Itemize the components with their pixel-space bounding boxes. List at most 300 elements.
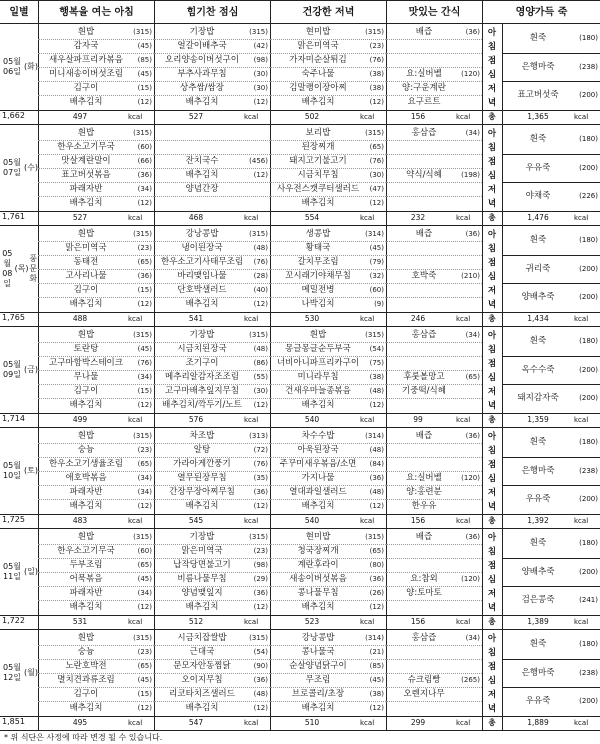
dinner-dish: 흰밥 bbox=[309, 330, 327, 340]
snack-dish: 요구르트 bbox=[407, 97, 441, 107]
lunch-dish-kcal: (12) bbox=[253, 603, 268, 611]
lunch-dish-kcal: (456) bbox=[249, 157, 268, 165]
breakfast-dish: 고구마함박스테이크 bbox=[49, 358, 123, 368]
meal-period-label: 녁 bbox=[487, 603, 497, 613]
porridge-kcal: (180) bbox=[579, 236, 598, 244]
kcal-unit: kcal bbox=[244, 113, 259, 121]
breakfast-dish-kcal: (45) bbox=[137, 345, 152, 353]
breakfast-dish-kcal: (12) bbox=[137, 401, 152, 409]
lunch-dish: 조기구이 bbox=[185, 358, 219, 368]
snack-dish: 양:토마토 bbox=[406, 588, 442, 598]
lunch-dish-kcal: (42) bbox=[253, 42, 268, 50]
porridge-name: 옥수수죽 bbox=[521, 364, 555, 375]
breakfast-dish-kcal: (34) bbox=[137, 373, 152, 381]
breakfast-dish: 파래자반 bbox=[69, 588, 103, 598]
lunch-dish: 배추김치/깍두기/노트 bbox=[162, 400, 242, 410]
dinner-dish-kcal: (48) bbox=[369, 387, 384, 395]
breakfast-dish: 배추김치 bbox=[69, 501, 103, 511]
breakfast-dish-kcal: (12) bbox=[137, 98, 152, 106]
dinner-dish-kcal: (315) bbox=[365, 331, 384, 339]
breakfast-dish-kcal: (45) bbox=[137, 70, 152, 78]
breakfast-dish: 감자국 bbox=[73, 41, 99, 51]
meal-period-label: 저 bbox=[487, 488, 497, 498]
day-total-kcal: 1,714 bbox=[2, 414, 25, 423]
breakfast-dish-kcal: (65) bbox=[137, 662, 152, 670]
kcal-unit: kcal bbox=[574, 517, 589, 525]
lunch-dish: 양념맺잎지 bbox=[181, 588, 223, 598]
breakfast-dish-kcal: (15) bbox=[137, 690, 152, 698]
porridge-total-kcal: 1,476 bbox=[527, 213, 549, 222]
breakfast-dish: 새우살파프리카볶음 bbox=[49, 55, 123, 65]
breakfast-dish: 노란호박전 bbox=[65, 661, 107, 671]
snack-dish bbox=[388, 197, 460, 209]
lunch-dish: 냉이된장국 bbox=[181, 243, 223, 253]
snack-dish-kcal: (65) bbox=[465, 373, 480, 381]
breakfast-dish: 배추김치 bbox=[69, 97, 103, 107]
breakfast-dish-kcal: (23) bbox=[137, 244, 152, 252]
porridge-name: 은행마죽 bbox=[521, 667, 555, 678]
kcal-unit: kcal bbox=[128, 517, 143, 525]
lunch-dish: 잔치국수 bbox=[185, 156, 219, 166]
dinner-dish-kcal: (36) bbox=[369, 575, 384, 583]
snack-total-kcal: 246 bbox=[410, 314, 426, 323]
lunch-dish: 시금치잡쌀밥 bbox=[177, 633, 227, 643]
meal-period-label: 아 bbox=[487, 331, 497, 341]
lunch-total-kcal: 527 bbox=[188, 112, 204, 121]
porridge-divider bbox=[502, 558, 600, 559]
dinner-dish: 김말랭이장아찌 bbox=[289, 83, 347, 93]
meal-period-label: 저 bbox=[487, 589, 497, 599]
snack-dish-kcal: (210) bbox=[461, 272, 480, 280]
dinner-dish: 배추김치 bbox=[301, 97, 335, 107]
kcal-unit: kcal bbox=[360, 416, 375, 424]
dinner-dish-kcal: (38) bbox=[369, 70, 384, 78]
breakfast-dish: 맛살계란말이 bbox=[61, 156, 111, 166]
snack-dish: 오렌지나무 bbox=[403, 689, 445, 699]
breakfast-total-kcal: 499 bbox=[72, 415, 88, 424]
lunch-total-kcal: 541 bbox=[188, 314, 204, 323]
kcal-unit: kcal bbox=[244, 719, 259, 727]
snack-dish: 배즙 bbox=[415, 27, 433, 37]
day-total-kcal: 1,851 bbox=[2, 717, 25, 726]
breakfast-total-kcal: 495 bbox=[72, 718, 88, 727]
lunch-dish-kcal: (40) bbox=[253, 286, 268, 294]
porridge-kcal: (200) bbox=[579, 163, 598, 172]
lunch-dish: 얼갈이배추국 bbox=[177, 41, 227, 51]
lunch-dish: 알탕 bbox=[193, 445, 211, 455]
meal-period-label: 녁 bbox=[487, 98, 497, 108]
dinner-dish: 숙주나물 bbox=[301, 69, 335, 79]
porridge-kcal: (200) bbox=[579, 567, 598, 576]
lunch-dish-kcal: (54) bbox=[253, 648, 268, 656]
day-block bbox=[0, 630, 600, 731]
breakfast-dish: 흰밥 bbox=[77, 633, 95, 643]
kcal-unit: kcal bbox=[128, 618, 143, 626]
lunch-dish-kcal: (98) bbox=[253, 561, 268, 569]
dinner-dish-kcal: (65) bbox=[369, 547, 384, 555]
dinner-dish-kcal: (76) bbox=[369, 56, 384, 64]
breakfast-dish-kcal: (12) bbox=[137, 502, 152, 510]
porridge-total-kcal: 1,359 bbox=[527, 415, 549, 424]
snack-total-kcal: 156 bbox=[410, 617, 426, 626]
porridge-kcal: (200) bbox=[579, 394, 598, 403]
meal-period-label: 점 bbox=[487, 359, 497, 369]
porridge-divider bbox=[502, 659, 600, 660]
breakfast-dish-kcal: (66) bbox=[137, 157, 152, 165]
meal-period-label: 저 bbox=[487, 387, 497, 397]
dinner-dish-kcal: (45) bbox=[369, 244, 384, 252]
dinner-dish: 된장찌개 bbox=[301, 142, 335, 152]
dinner-dish-kcal: (75) bbox=[369, 359, 384, 367]
meal-period-label: 침 bbox=[487, 42, 497, 52]
porridge-divider bbox=[502, 384, 600, 385]
lunch-dish-kcal: (313) bbox=[249, 432, 268, 440]
breakfast-dish: 두부조림 bbox=[69, 560, 103, 570]
lunch-dish: 상추쌈/쌈장 bbox=[180, 83, 224, 93]
breakfast-dish: 애호박볶음 bbox=[65, 473, 107, 483]
breakfast-dish: 동태전 bbox=[73, 257, 99, 267]
meal-period-label: 저 bbox=[487, 185, 497, 195]
breakfast-dish-kcal: (36) bbox=[137, 272, 152, 280]
dinner-dish-kcal: (38) bbox=[369, 373, 384, 381]
kcal-unit: kcal bbox=[456, 416, 471, 424]
snack-total-kcal: 156 bbox=[410, 112, 426, 121]
dinner-dish-kcal: (47) bbox=[369, 185, 384, 193]
lunch-dish-kcal: (35) bbox=[253, 474, 268, 482]
snack-dish: 후룻볼망고 bbox=[403, 372, 445, 382]
dinner-dish: 메밀전병 bbox=[301, 285, 335, 295]
porridge-name: 우유죽 bbox=[525, 696, 551, 707]
dinner-total-kcal: 510 bbox=[304, 718, 320, 727]
porridge-name: 흰죽 bbox=[529, 235, 547, 245]
breakfast-dish: 토란탕 bbox=[73, 344, 99, 354]
breakfast-dish-kcal: (23) bbox=[137, 446, 152, 454]
snack-dish: 홍삼즙 bbox=[411, 128, 437, 138]
kcal-unit: kcal bbox=[456, 315, 471, 323]
kcal-unit: kcal bbox=[128, 315, 143, 323]
snack-dish-kcal: (36) bbox=[465, 533, 480, 541]
porridge-kcal: (180) bbox=[579, 135, 598, 143]
porridge-divider bbox=[502, 687, 600, 688]
lunch-dish: 오리양송이버섯구이 bbox=[165, 55, 239, 65]
lunch-dish: 간장무장아찌무침 bbox=[169, 487, 235, 497]
snack-dish-kcal: (265) bbox=[461, 676, 480, 684]
porridge-divider bbox=[502, 283, 600, 284]
lunch-dish-kcal: (12) bbox=[253, 171, 268, 179]
porridge-divider bbox=[502, 356, 600, 357]
snack-dish: 배즙 bbox=[415, 229, 433, 239]
dinner-dish-kcal: (314) bbox=[365, 432, 384, 440]
meal-period-label: 심 bbox=[487, 474, 497, 484]
snack-dish bbox=[388, 183, 460, 195]
snack-dish bbox=[388, 702, 460, 714]
lunch-dish: 문모자안동찜닭 bbox=[173, 661, 231, 671]
lunch-dish-kcal: (315) bbox=[249, 230, 268, 238]
dinner-dish-kcal: (12) bbox=[369, 199, 384, 207]
porridge-name: 은행마죽 bbox=[521, 465, 555, 476]
lunch-dish: 열무된장무침 bbox=[177, 473, 227, 483]
meal-period-label: 심 bbox=[487, 373, 497, 383]
lunch-dish: 강낭콩밥 bbox=[185, 229, 219, 239]
porridge-name: 흰죽 bbox=[529, 639, 547, 649]
date-label: 05월08일 bbox=[2, 249, 13, 288]
day-date bbox=[0, 226, 38, 312]
snack-dish bbox=[388, 559, 460, 571]
date-label: 05월06일 bbox=[3, 57, 21, 76]
breakfast-dish-kcal: (315) bbox=[133, 331, 152, 339]
dinner-dish-kcal: (314) bbox=[365, 634, 384, 642]
dinner-dish-kcal: (26) bbox=[369, 589, 384, 597]
porridge-name: 우유죽 bbox=[525, 494, 551, 505]
lunch-total-kcal: 545 bbox=[188, 516, 204, 525]
lunch-dish: 오이지무침 bbox=[181, 675, 223, 685]
porridge-divider bbox=[502, 586, 600, 587]
breakfast-dish: 숭늉 bbox=[77, 647, 95, 657]
meal-period-label: 점 bbox=[487, 561, 497, 571]
porridge-kcal: (200) bbox=[579, 365, 598, 374]
meal-period-label: 점 bbox=[487, 662, 497, 672]
snack-total-kcal: 299 bbox=[410, 718, 426, 727]
lunch-dish: 메추리알감자조조림 bbox=[165, 372, 239, 382]
dinner-dish: 미니라무침 bbox=[297, 372, 339, 382]
breakfast-dish: 흰밥 bbox=[77, 27, 95, 37]
total-label: 총 bbox=[488, 617, 496, 626]
meal-period-label: 심 bbox=[487, 70, 497, 80]
dinner-dish: 배추김치 bbox=[301, 501, 335, 511]
breakfast-dish: 파래자반 bbox=[69, 184, 103, 194]
date-label: 05월11일 bbox=[3, 562, 21, 581]
meal-period-label: 침 bbox=[487, 244, 497, 254]
kcal-unit: kcal bbox=[574, 214, 589, 222]
snack-dish-kcal: (36) bbox=[465, 230, 480, 238]
dinner-dish-kcal: (12) bbox=[369, 98, 384, 106]
lunch-dish: 납작당면불고기 bbox=[173, 560, 231, 570]
dinner-dish-kcal: (85) bbox=[369, 662, 384, 670]
dinner-dish-kcal: (21) bbox=[369, 648, 384, 656]
snack-dish bbox=[388, 256, 460, 268]
dinner-dish: 나박김치 bbox=[301, 299, 335, 309]
snack-dish: 요:실버벨 bbox=[406, 473, 442, 483]
dinner-dish-kcal: (12) bbox=[369, 401, 384, 409]
breakfast-dish-kcal: (315) bbox=[133, 129, 152, 137]
lunch-dish-kcal: (12) bbox=[253, 502, 268, 510]
lunch-total-kcal: 547 bbox=[188, 718, 204, 727]
snack-dish-kcal: (36) bbox=[465, 28, 480, 36]
day-block bbox=[0, 428, 600, 529]
dinner-dish-kcal: (76) bbox=[369, 157, 384, 165]
breakfast-dish-kcal: (315) bbox=[133, 28, 152, 36]
porridge-total-kcal: 1,434 bbox=[527, 314, 549, 323]
dinner-dish: 시금치무침 bbox=[297, 170, 339, 180]
meal-period-label: 저 bbox=[487, 286, 497, 296]
day-total-kcal: 1,765 bbox=[2, 313, 25, 322]
snack-dish bbox=[388, 343, 460, 355]
porridge-kcal: (180) bbox=[579, 337, 598, 345]
dinner-dish-kcal: (60) bbox=[369, 286, 384, 294]
lunch-dish-kcal: (55) bbox=[253, 373, 268, 381]
lunch-dish: 배추김치 bbox=[185, 703, 219, 713]
porridge-name: 은행마죽 bbox=[521, 61, 555, 72]
dinner-dish: 생콩밥 bbox=[305, 229, 331, 239]
porridge-kcal: (226) bbox=[579, 192, 598, 201]
day-date bbox=[0, 327, 38, 413]
snack-dish bbox=[388, 141, 460, 153]
snack-dish: 슈크림빵 bbox=[407, 675, 441, 685]
dinner-total-kcal: 540 bbox=[304, 516, 320, 525]
porridge-name: 돼지감자죽 bbox=[517, 393, 559, 404]
day-total-kcal: 1,662 bbox=[2, 111, 25, 120]
dinner-dish: 계란후라이 bbox=[297, 560, 339, 570]
kcal-unit: kcal bbox=[456, 214, 471, 222]
dinner-dish: 배추김치 bbox=[301, 400, 335, 410]
dinner-dish: 맑은미역국 bbox=[297, 41, 339, 51]
porridge-kcal: (200) bbox=[579, 264, 598, 273]
snack-dish bbox=[388, 646, 460, 658]
breakfast-dish: 김구이 bbox=[73, 689, 99, 699]
date-label: 05월10일 bbox=[3, 461, 21, 480]
date-label: 05월09일 bbox=[3, 360, 21, 379]
breakfast-dish-kcal: (65) bbox=[137, 258, 152, 266]
meal-period-label: 녁 bbox=[487, 502, 497, 512]
breakfast-total-kcal: 483 bbox=[72, 516, 88, 525]
kcal-unit: kcal bbox=[360, 214, 375, 222]
dinner-dish: 배추김치 bbox=[301, 602, 335, 612]
snack-dish bbox=[388, 242, 460, 254]
lunch-dish: 시금치된장국 bbox=[177, 344, 227, 354]
breakfast-dish-kcal: (12) bbox=[137, 300, 152, 308]
lunch-dish-kcal: (76) bbox=[253, 460, 268, 468]
header-dinner: 건강한 저녁 bbox=[270, 1, 386, 24]
lunch-dish: 기장밥 bbox=[189, 330, 215, 340]
lunch-dish: 배추김치 bbox=[185, 170, 219, 180]
lunch-dish-kcal: (36) bbox=[253, 488, 268, 496]
snack-total-kcal: 99 bbox=[413, 415, 423, 424]
dinner-dish: 가자미순살튀김 bbox=[289, 55, 347, 65]
lunch-dish-kcal: (48) bbox=[253, 345, 268, 353]
porridge-name: 귀리죽 bbox=[525, 263, 551, 274]
meal-period-label: 녁 bbox=[487, 401, 497, 411]
day-date bbox=[0, 125, 38, 211]
snack-dish bbox=[388, 545, 460, 557]
breakfast-dish-kcal: (15) bbox=[137, 387, 152, 395]
breakfast-dish-kcal: (76) bbox=[137, 359, 152, 367]
dinner-dish-kcal: (12) bbox=[369, 502, 384, 510]
dinner-total-kcal: 554 bbox=[304, 213, 320, 222]
meal-period-label: 아 bbox=[487, 230, 497, 240]
lunch-dish-kcal: (29) bbox=[253, 575, 268, 583]
header-porridge: 영양가득 죽 bbox=[482, 1, 600, 24]
snack-dish: 기중떡/식혜 bbox=[402, 386, 446, 396]
lunch-dish-kcal: (36) bbox=[253, 589, 268, 597]
lunch-dish: 바리맺임나물 bbox=[177, 271, 227, 281]
dinner-dish: 보리밥 bbox=[305, 128, 331, 138]
header-breakfast: 행복을 여는 아침 bbox=[38, 1, 154, 24]
breakfast-dish-kcal: (315) bbox=[133, 634, 152, 642]
dinner-dish-kcal: (48) bbox=[369, 446, 384, 454]
porridge-name: 표고버섯죽 bbox=[517, 90, 559, 101]
total-label: 총 bbox=[488, 516, 496, 525]
breakfast-dish: 흰밥 bbox=[77, 128, 95, 138]
snack-dish bbox=[388, 298, 460, 310]
porridge-kcal: (241) bbox=[579, 596, 598, 605]
porridge-kcal: (180) bbox=[579, 539, 598, 547]
breakfast-dish: 미니새송이버섯조림 bbox=[49, 69, 123, 79]
dinner-total-kcal: 523 bbox=[304, 617, 320, 626]
porridge-name: 야채죽 bbox=[525, 191, 551, 202]
dinner-dish: 현미밥 bbox=[305, 532, 331, 542]
lunch-dish-kcal: (30) bbox=[253, 70, 268, 78]
lunch-dish-kcal: (12) bbox=[253, 704, 268, 712]
lunch-dish-kcal: (90) bbox=[253, 662, 268, 670]
lunch-dish-kcal: (315) bbox=[249, 331, 268, 339]
lunch-dish-kcal: (12) bbox=[253, 401, 268, 409]
porridge-name: 흰죽 bbox=[529, 437, 547, 447]
lunch-dish: 가라아게깐풍기 bbox=[173, 459, 231, 469]
kcal-unit: kcal bbox=[574, 416, 589, 424]
meal-period-label: 심 bbox=[487, 575, 497, 585]
porridge-total-kcal: 1,389 bbox=[527, 617, 549, 626]
meal-period-label: 심 bbox=[487, 171, 497, 181]
porridge-kcal: (200) bbox=[579, 91, 598, 100]
meal-period-label: 심 bbox=[487, 676, 497, 686]
porridge-total-kcal: 1,392 bbox=[527, 516, 549, 525]
dinner-dish: 브로콜리/초장 bbox=[291, 689, 345, 699]
snack-dish bbox=[388, 399, 460, 411]
lunch-dish-kcal: (12) bbox=[253, 300, 268, 308]
kcal-unit: kcal bbox=[128, 214, 143, 222]
meal-period-label: 아 bbox=[487, 432, 497, 442]
meal-period-label: 침 bbox=[487, 547, 497, 557]
breakfast-dish-kcal: (65) bbox=[137, 561, 152, 569]
kcal-unit: kcal bbox=[244, 214, 259, 222]
porridge-name: 흰죽 bbox=[529, 134, 547, 144]
dinner-total-kcal: 530 bbox=[304, 314, 320, 323]
kcal-unit: kcal bbox=[128, 416, 143, 424]
breakfast-dish: 표고버섯볶음 bbox=[61, 170, 111, 180]
lunch-dish-kcal: (315) bbox=[249, 28, 268, 36]
porridge-kcal: (238) bbox=[579, 668, 598, 677]
dinner-dish: 아욱된장국 bbox=[297, 445, 339, 455]
lunch-dish-kcal: (76) bbox=[253, 258, 268, 266]
dinner-dish-kcal: (65) bbox=[369, 143, 384, 151]
date-label: 05월07일 bbox=[3, 158, 21, 177]
day-total-kcal: 1,725 bbox=[2, 515, 25, 524]
breakfast-dish: 무나물 bbox=[73, 372, 99, 382]
day-block bbox=[0, 226, 600, 327]
dinner-dish: 청국장찌개 bbox=[297, 546, 339, 556]
kcal-unit: kcal bbox=[244, 517, 259, 525]
breakfast-dish-kcal: (85) bbox=[137, 56, 152, 64]
porridge-kcal: (200) bbox=[579, 495, 598, 504]
dinner-dish-kcal: (48) bbox=[369, 488, 384, 496]
lunch-dish-kcal: (48) bbox=[253, 690, 268, 698]
dinner-dish-kcal: (12) bbox=[369, 704, 384, 712]
weekday-label: (금) bbox=[24, 365, 38, 374]
lunch-dish: 배추김치 bbox=[185, 97, 219, 107]
breakfast-dish: 멸치견과류조림 bbox=[57, 675, 115, 685]
dinner-dish: 현미밥 bbox=[305, 27, 331, 37]
lunch-dish: 양념간장 bbox=[185, 184, 219, 194]
breakfast-dish: 김구이 bbox=[73, 83, 99, 93]
breakfast-dish: 배추김치 bbox=[69, 602, 103, 612]
meal-period-label: 저 bbox=[487, 690, 497, 700]
snack-dish: 양:홍련분 bbox=[406, 487, 442, 497]
dinner-dish-kcal: (80) bbox=[369, 561, 384, 569]
snack-dish bbox=[388, 458, 460, 470]
dinner-dish: 배추김치 bbox=[301, 703, 335, 713]
breakfast-dish: 배추김치 bbox=[69, 703, 103, 713]
dinner-dish: 너비아니파프리카구이 bbox=[276, 358, 360, 368]
